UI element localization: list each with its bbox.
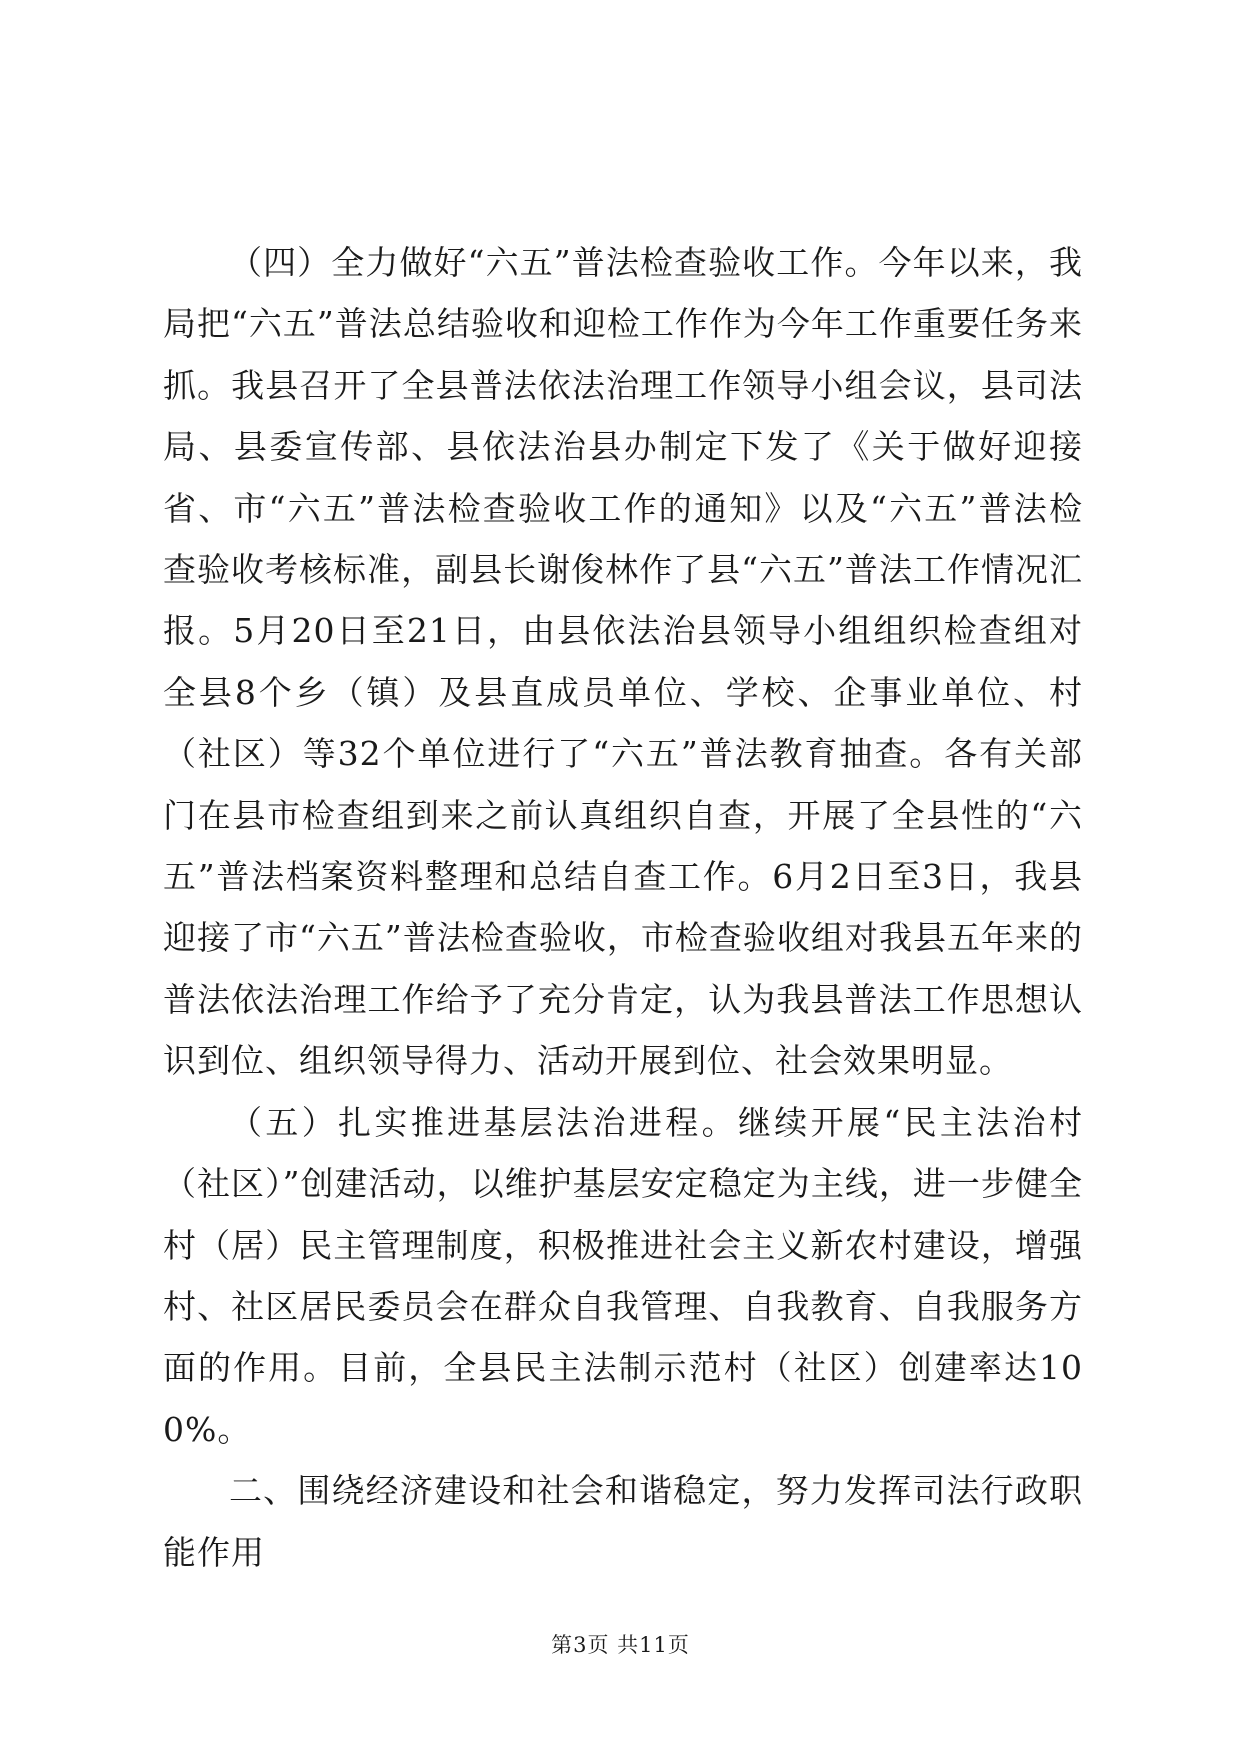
- page-footer: 第3页 共11页: [551, 1633, 690, 1657]
- paragraph-section-5: （五）扎实推进基层法治进程。继续开展“民主法治村（社区）”创建活动，以维护基层安定稳定为主线，进一步健全村（居）民主管理制度，积极推进社会主义新农村建设，增强村、社区居民委员会在群众自我管理、自我教育、自我服务方面的作用。目前，全县民主法制示范村（社区）创建率达100%。: [163, 1102, 1083, 1449]
- heading-part-2: 二、围绕经济建设和社会和谐稳定，努力发挥司法行政职能作用: [163, 1471, 1083, 1572]
- document-body: [163, 232, 1083, 1583]
- paragraph-section-4: （四）全力做好“六五”普法检查验收工作。今年以来，我局把“六五”普法总结验收和迎检工作作为今年工作重要任务来抓。我县召开了全县普法依法治理工作领导小组会议，县司法局、县委宣传部、县依法治县办制定下发了《关于做好迎接省、市“六五”普法检查验收工作的通知》以及“六五”普法检查验收考核标准，副县长谢俊林作了县“六五”普法工作情况汇报。5月20日至21日，由县依法治县领导小组组织检查组对全县8个乡（镇）及县直成员单位、学校、企事业单位、村（社区）等32个单位进行了“六五”普法教育抽查。各有关部门在县市检查组到来之前认真组织自查，开展了全县性的“六五”普法档案资料整理和总结自查工作。6月2日至3日，我县迎接了市“六五”普法检查验收，市检查验收组对我县五年来的普法依法治理工作给予了充分肯定，认为我县普法工作思想认识到位、组织领导得力、活动开展到位、社会效果明显。: [163, 243, 1083, 1081]
